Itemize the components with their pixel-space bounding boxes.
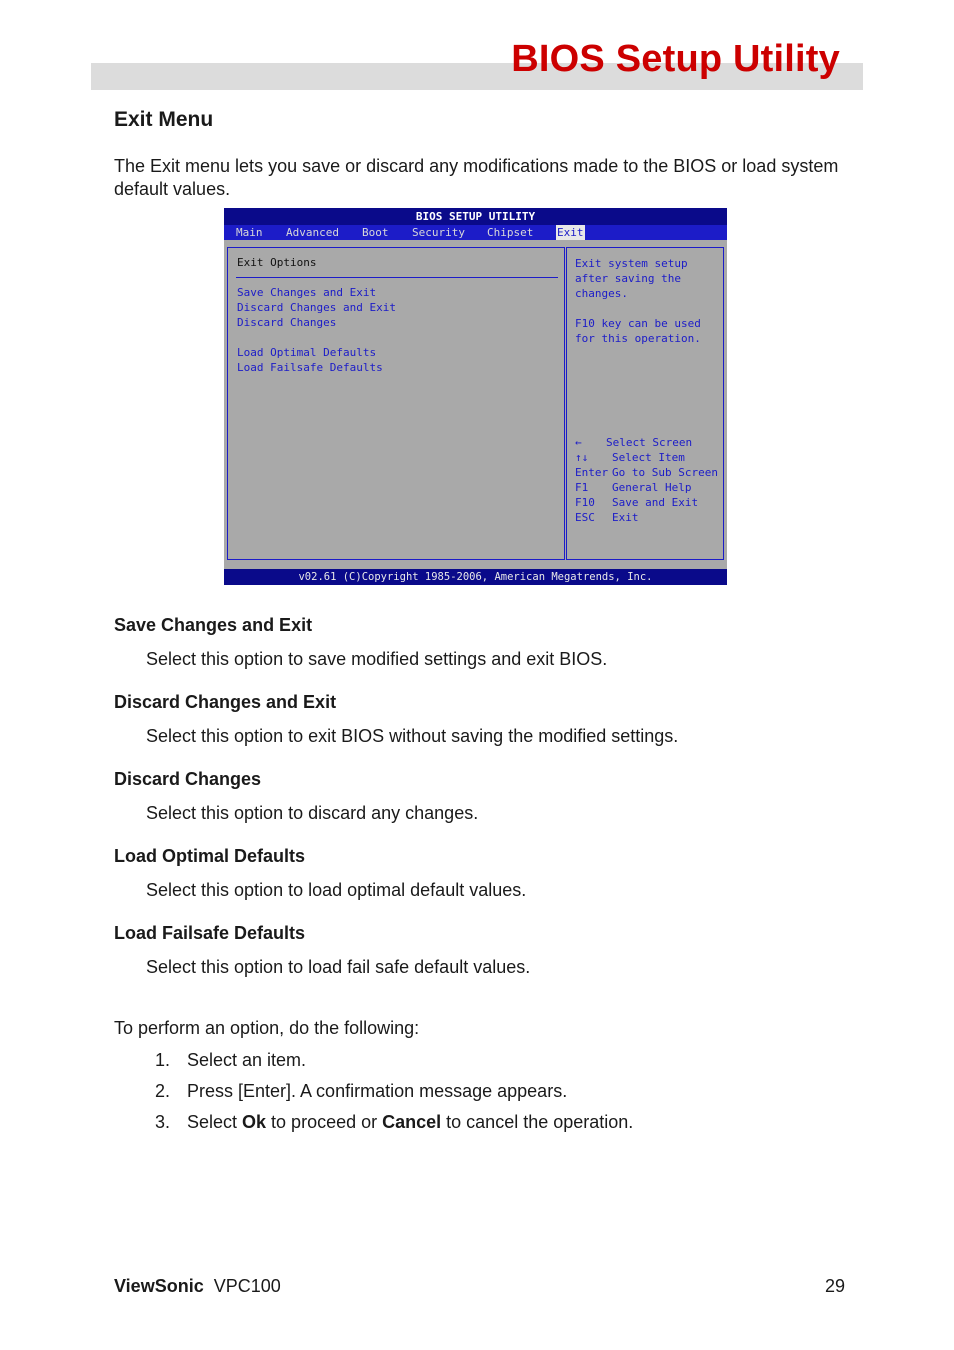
bios-tab-boot[interactable]: Boot: [362, 226, 389, 239]
bios-tab-advanced[interactable]: Advanced: [286, 226, 339, 239]
step-text-post: to cancel the operation.: [441, 1112, 634, 1132]
option-desc-load-optimal: Select this option to load optimal default values.: [146, 880, 527, 900]
bios-option-discard-changes[interactable]: Discard Changes: [237, 316, 337, 329]
bios-option-save-changes-exit[interactable]: Save Changes and Exit: [237, 286, 377, 299]
up-down-arrow-icon: ↑↓: [575, 451, 589, 464]
bios-key-label: Enter: [575, 466, 609, 479]
bios-key-desc: General Help: [612, 481, 692, 494]
footer-model: VPC100: [213, 1276, 281, 1296]
option-desc-discard-changes-exit: Select this option to exit BIOS without saving the modified settings.: [146, 726, 679, 746]
page-number: 29: [824, 1276, 845, 1296]
option-heading-discard-changes: Discard Changes: [114, 769, 262, 789]
option-heading-load-optimal: Load Optimal Defaults: [114, 846, 306, 866]
bios-title-bar: BIOS SETUP UTILITY: [224, 208, 727, 225]
bios-tab-main[interactable]: Main: [236, 226, 263, 239]
page-header-title: BIOS Setup Utility: [511, 38, 840, 80]
bios-panel-heading: Exit Options: [237, 256, 317, 269]
bios-divider: [236, 277, 558, 278]
procedure-step: [155, 1112, 633, 1133]
bios-copyright-bar: v02.61 (C)Copyright 1985-2006, American Megatrends, Inc.: [224, 569, 727, 585]
option-heading-save-changes-exit: Save Changes and Exit: [114, 615, 313, 635]
bios-key-row: [575, 465, 718, 480]
step-text: Select an item.: [187, 1050, 307, 1070]
step-text-mid: to proceed or: [266, 1112, 383, 1132]
bios-key-desc: Select Item: [612, 451, 685, 464]
bios-tab-chipset[interactable]: Chipset: [487, 226, 534, 239]
procedure-step: [155, 1050, 306, 1071]
option-desc-save-changes-exit: Select this option to save modified settings and exit BIOS.: [146, 649, 608, 669]
step-number: 2.: [155, 1081, 171, 1101]
bios-key-label: ESC: [575, 511, 595, 524]
step-text-ok: Ok: [242, 1112, 267, 1132]
bios-key-row: [575, 510, 718, 525]
section-intro: The Exit menu lets you save or discard any modifications made to the BIOS or load system default values.: [114, 156, 839, 199]
bios-option-load-failsafe[interactable]: Load Failsafe Defaults: [237, 361, 383, 374]
bios-help-panel: [566, 247, 724, 560]
bios-key-row: [575, 480, 718, 495]
left-arrow-icon: ←: [575, 436, 582, 449]
bios-key-desc: Exit: [612, 511, 639, 524]
step-text-cancel: Cancel: [382, 1112, 442, 1132]
section-title: Exit Menu: [114, 108, 214, 131]
bios-key-desc: Go to Sub Screen: [612, 466, 718, 479]
bios-key-legend: [575, 435, 718, 525]
bios-screenshot: [224, 208, 727, 585]
bios-key-desc: Select Screen: [606, 436, 693, 449]
bios-tab-security[interactable]: Security: [412, 226, 465, 239]
bios-help-text: Exit system setup after saving the changes. F10 key can be used for this operation.: [575, 257, 701, 345]
bios-key-row: [575, 450, 718, 465]
bios-options-panel: [227, 247, 565, 560]
option-heading-load-failsafe: Load Failsafe Defaults: [114, 923, 306, 943]
option-desc-load-failsafe: Select this option to load fail safe default values.: [146, 957, 531, 977]
footer-brand: [114, 1276, 281, 1297]
bios-option-discard-changes-exit[interactable]: Discard Changes and Exit: [237, 301, 396, 314]
procedure-intro: To perform an option, do the following:: [114, 1018, 420, 1038]
bios-key-label: F10: [575, 496, 595, 509]
option-desc-discard-changes: Select this option to discard any changes.: [146, 803, 479, 823]
bios-key-row: [575, 495, 718, 510]
bios-key-desc: Save and Exit: [612, 496, 699, 509]
procedure-step: [155, 1081, 567, 1102]
bios-key-label: F1: [575, 481, 589, 494]
footer-brand-name: ViewSonic: [114, 1276, 204, 1296]
step-text-pre: Select: [187, 1112, 243, 1132]
step-number: 3.: [155, 1112, 171, 1132]
option-heading-discard-changes-exit: Discard Changes and Exit: [114, 692, 337, 712]
bios-tab-exit[interactable]: Exit: [557, 226, 584, 239]
bios-menu-bar: [224, 225, 727, 240]
step-text: Press [Enter]. A confirmation message appears.: [187, 1081, 568, 1101]
step-number: 1.: [155, 1050, 171, 1070]
bios-key-row: [575, 435, 718, 450]
bios-option-load-optimal[interactable]: Load Optimal Defaults: [237, 346, 377, 359]
